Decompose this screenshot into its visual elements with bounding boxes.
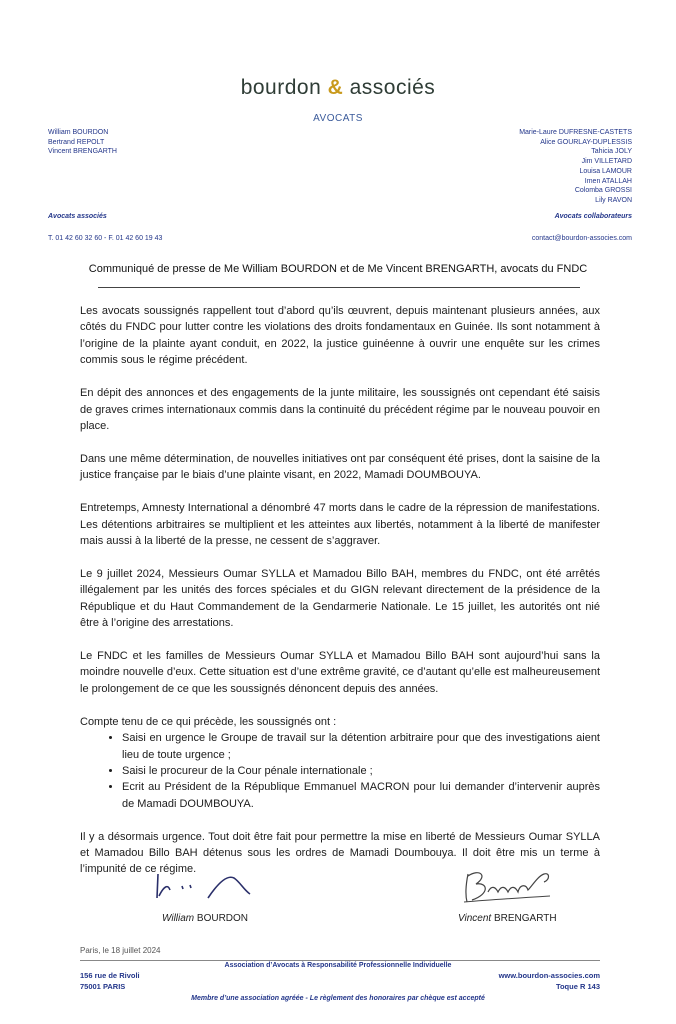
list-item: • Saisi le procureur de la Cour pénale internationale ; bbox=[122, 763, 600, 779]
body-paragraph: En dépit des annonces et des engagements de la junte militaire, les soussignés ont cependant été saisis de graves crimes internationaux commis dans la continuité du précédent régime par le nouveau pouvoir en place. bbox=[80, 387, 600, 432]
signature-brengarth bbox=[458, 862, 558, 908]
footer-divider bbox=[80, 960, 600, 961]
logo-ampersand: & bbox=[327, 76, 344, 99]
postal-address bbox=[80, 970, 140, 992]
collaborator-name: Lily RAVON bbox=[595, 196, 632, 204]
association-line: Association d’Avocats à Responsabilité Professionnelle Individuelle bbox=[224, 962, 452, 969]
signatory-last-name: BOURDON bbox=[194, 913, 249, 924]
signatory-last-name: BRENGARTH bbox=[491, 913, 557, 924]
firm-logo bbox=[0, 76, 676, 100]
collaborator-name: Marie-Laure DUFRESNE-CASTETS bbox=[519, 129, 632, 136]
collaborator-name: Louisa LAMOUR bbox=[579, 167, 632, 175]
signatory-first-name: Vincent bbox=[458, 913, 492, 924]
title-underline bbox=[98, 287, 580, 288]
list-item: • Ecrit au Président de la République Emmanuel MACRON pour lui demander d’intervenir auprès de Mamadi DOUMBOUYA. bbox=[122, 779, 600, 812]
collaborator-name: Imen ATALLAH bbox=[584, 177, 632, 185]
contact-email[interactable]: contact@bourdon-associes.com bbox=[531, 235, 632, 242]
signature-bourdon bbox=[150, 868, 260, 904]
signatory-name-brengarth bbox=[458, 913, 557, 924]
body-paragraph: Les avocats soussignés rappellent tout d’abord qu’ils œuvrent, depuis maintenant plusieurs années, aux côtés du FNDC pour lutter contre les violations des droits fondamentaux en Guinée. Ils sont notamment à l’origine de la plainte ayant conduit, en 2022, la justice guinéenne à ouvrir une enquête sur les crimes commis sous le régime précédent. bbox=[80, 305, 600, 367]
partner-name: Vincent BRENGARTH bbox=[48, 148, 117, 155]
partners-list bbox=[48, 128, 117, 157]
actions-list bbox=[80, 730, 600, 812]
list-item: • Saisi en urgence le Groupe de travail sur la détention arbitraire pour que des investigations aient lieu de toute urgence ; bbox=[122, 730, 600, 763]
body-paragraph: Le 9 juillet 2024, Messieurs Oumar SYLLA et Mamadou Billo BAH, membres du FNDC, ont été arrêtés illégalement par les unités des forces spéciales et du GIGN relevant directement de la présidence de la République et du Haut Commandement de la Gendarmerie Nationale. Le 15 juillet, les autorités ont nié être à l’origine des arrestations. bbox=[80, 567, 600, 630]
closing-paragraph: Il y a désormais urgence. Tout doit être fait pour permettre la mise en liberté de Messieurs Oumar SYLLA et Mamadou Billo BAH détenus sous les ordres de Mamadi Doumbouya. Il doit être mis un terme à l’impunité de ce régime. bbox=[80, 830, 600, 876]
body-paragraph: Entretemps, Amnesty International a dénombré 47 morts dans le cadre de la répression de manifestations. Les détentions arbitraires se multiplient et les atteintes aux libertés, notamment à la liberté de manifester mais aussi à la liberté de la presse, ne cessent de s’aggraver. bbox=[80, 502, 600, 547]
partner-name: Bertrand REPOLT bbox=[48, 138, 105, 146]
collaborator-name: Tahicia JOLY bbox=[591, 148, 632, 156]
collaborator-name: Alice GOURLAY-DUPLESSIS bbox=[540, 138, 632, 146]
collaborator-name: Jim VILLETARD bbox=[581, 158, 632, 166]
partner-name: William BOURDON bbox=[48, 129, 109, 136]
toque-number: Toque R 143 bbox=[555, 982, 600, 991]
document-body bbox=[80, 303, 600, 894]
logo-text-bourdon: bourdon bbox=[240, 76, 328, 99]
document-date: Paris, le 18 juillet 2024 bbox=[80, 946, 161, 955]
partners-label: Avocats associés bbox=[48, 213, 107, 220]
footer-contact bbox=[499, 970, 600, 992]
address-city: 75001 PARIS bbox=[80, 982, 126, 991]
collaborators-label: Avocats collaborateurs bbox=[554, 213, 632, 220]
phone-fax: T. 01 42 60 32 60 - F. 01 42 60 19 43 bbox=[48, 235, 163, 242]
body-paragraph: Le FNDC et les familles de Messieurs Oumar SYLLA et Mamadou Billo BAH sont aujourd’hui sans la moindre nouvelle d’eux. Cette situation est d’une extrême gravité, ce d’autant qu’elle est malheureusement le prolongement de ce que les soussignés dénoncent depuis des années. bbox=[80, 650, 600, 695]
membership-note: Membre d’une association agréée - Le règlement des honoraires par chèque est accepté bbox=[191, 995, 485, 1002]
collaborators-list bbox=[519, 128, 632, 206]
website-link[interactable]: www.bourdon-associes.com bbox=[498, 971, 600, 980]
address-street: 156 rue de Rivoli bbox=[80, 971, 140, 980]
list-intro: Compte tenu de ce qui précède, les soussignés ont : bbox=[80, 715, 337, 728]
logo-text-associes: associés bbox=[343, 76, 436, 99]
signatory-name-bourdon bbox=[162, 913, 248, 924]
firm-subtitle: AVOCATS bbox=[313, 113, 363, 124]
signatory-first-name: William bbox=[162, 913, 195, 924]
press-release-title: Communiqué de presse de Me William BOURDON et de Me Vincent BRENGARTH, avocats du FNDC bbox=[88, 263, 588, 275]
collaborator-name: Colomba GROSSI bbox=[574, 187, 632, 195]
body-paragraph: Dans une même détermination, de nouvelles initiatives ont par conséquent été prises, dont la saisine de la justice française par le biais d’une plainte visant, en 2022, Mamadi DOUMBOUYA. bbox=[80, 452, 600, 482]
